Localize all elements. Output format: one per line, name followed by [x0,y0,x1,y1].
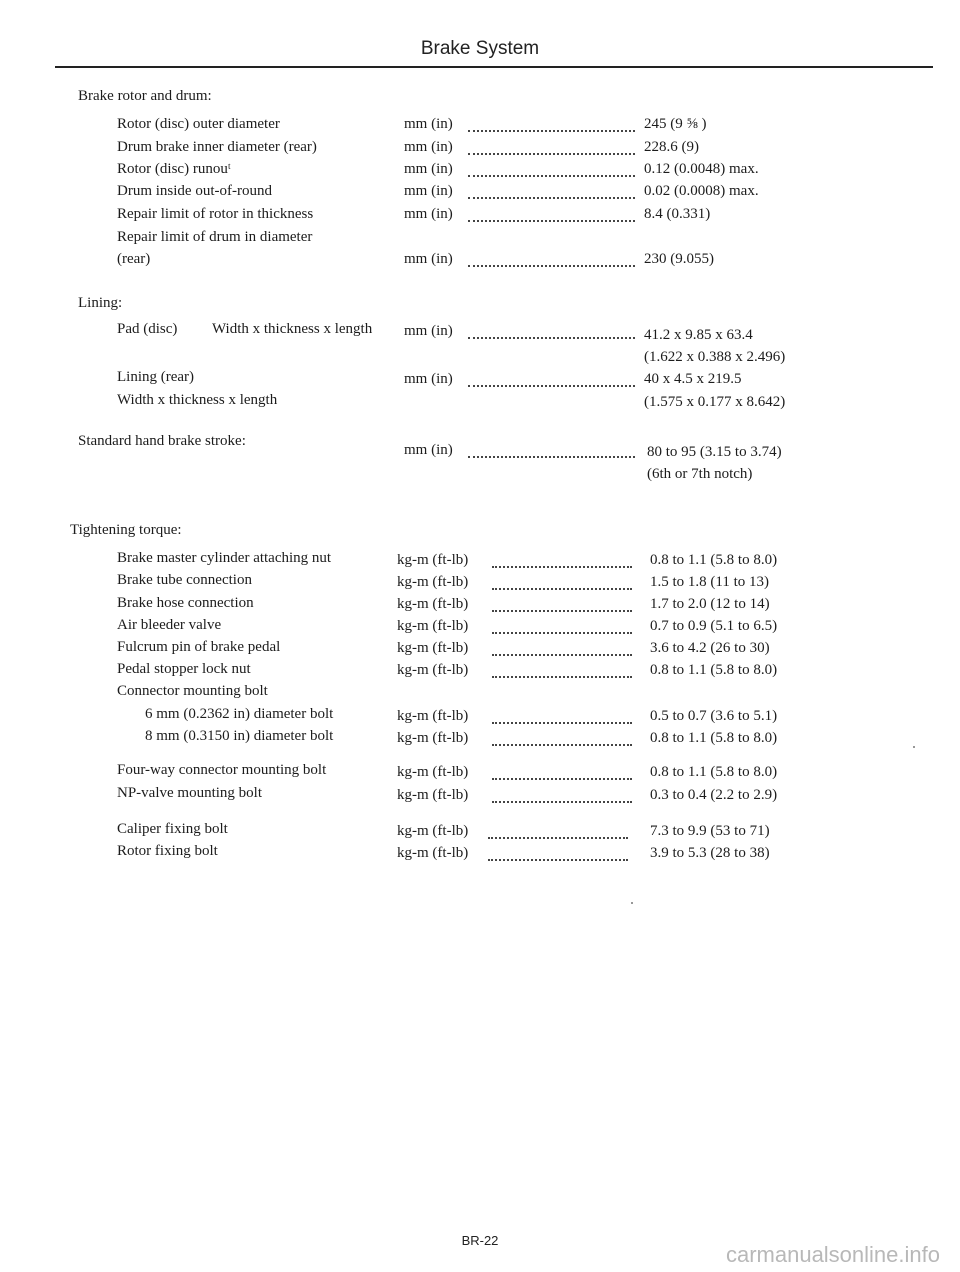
scan-speck [913,746,915,748]
spec-value: 3.6 to 4.2 (26 to 30) [650,640,770,656]
spec-label: Pedal stopper lock nut [117,661,251,677]
spec-value: 0.8 to 1.1 (5.8 to 8.0) [650,730,778,746]
dot-leader [492,632,632,634]
spec-label: Drum inside out-of-round [117,183,272,199]
spec-unit: kg-m (ft-lb) [397,662,469,678]
dot-leader [488,837,628,839]
spec-label: 8 mm (0.3150 in) diameter bolt [145,728,334,744]
dot-leader [468,265,635,267]
spec-label: Width x thickness x length [117,392,278,408]
spec-subheading: Connector mounting bolt [117,683,268,699]
spec-value: 1.5 to 1.8 (11 to 13) [650,574,770,590]
spec-value: 40 x 4.5 x 219.5 [644,371,742,387]
spec-unit: mm (in) [404,183,453,199]
page-number: BR-22 [461,1233,499,1248]
page-title: Brake System [420,38,540,59]
spec-unit: mm (in) [404,161,453,177]
spec-label: (rear) [117,251,151,267]
dot-leader [492,778,632,780]
spec-label: Air bleeder valve [117,617,222,633]
spec-value: 228.6 (9) [644,139,699,155]
spec-label: Brake master cylinder attaching nut [117,550,332,566]
spec-unit: kg-m (ft-lb) [397,574,469,590]
spec-unit: kg-m (ft-lb) [397,640,469,656]
spec-label: 6 mm (0.2362 in) diameter bolt [145,706,334,722]
dot-leader [492,676,632,678]
spec-unit: kg-m (ft-lb) [397,552,469,568]
dot-leader [468,385,635,387]
spec-label: Four-way connector mounting bolt [117,762,327,778]
section-heading-torque: Tightening torque: [70,522,182,538]
spec-value: 230 (9.055) [644,251,714,267]
spec-unit: mm (in) [404,139,453,155]
spec-label: Rotor fixing bolt [117,843,218,859]
dot-leader [488,859,628,861]
spec-value: 80 to 95 (3.15 to 3.74) [647,444,782,460]
spec-value: 1.7 to 2.0 (12 to 14) [650,596,770,612]
spec-value: 0.5 to 0.7 (3.6 to 5.1) [650,708,778,724]
dot-leader [468,197,635,199]
spec-unit: mm (in) [404,251,453,267]
spec-dimensions: Width x thickness x length [212,321,373,337]
spec-unit: kg-m (ft-lb) [397,618,469,634]
spec-value: (1.575 x 0.177 x 8.642) [644,394,786,410]
spec-unit: kg-m (ft-lb) [397,764,469,780]
dot-leader [468,337,635,339]
spec-unit: mm (in) [404,116,453,132]
spec-value: 0.8 to 1.1 (5.8 to 8.0) [650,552,778,568]
dot-leader [468,456,635,458]
spec-value: 0.7 to 0.9 (5.1 to 6.5) [650,618,778,634]
dot-leader [492,801,632,803]
spec-unit: mm (in) [404,206,453,222]
spec-value: 0.8 to 1.1 (5.8 to 8.0) [650,662,778,678]
scan-speck [631,902,633,904]
spec-value: 245 (9 ⅝ ) [644,116,707,132]
spec-value: 8.4 (0.331) [644,206,711,222]
spec-unit: mm (in) [404,442,453,458]
spec-value: 0.3 to 0.4 (2.2 to 2.9) [650,787,778,803]
dot-leader [492,744,632,746]
spec-label: Repair limit of rotor in thickness [117,206,314,222]
dot-leader [468,130,635,132]
dot-leader [492,588,632,590]
header-rule [55,66,933,68]
spec-label: Fulcrum pin of brake pedal [117,639,281,655]
spec-unit: kg-m (ft-lb) [397,730,469,746]
section-heading-rotor-drum: Brake rotor and drum: [78,88,212,104]
watermark: carmanualsonline.info [725,1242,940,1267]
dot-leader [492,566,632,568]
spec-value: 0.8 to 1.1 (5.8 to 8.0) [650,764,778,780]
spec-label: Repair limit of drum in diameter [117,229,313,245]
spec-unit: kg-m (ft-lb) [397,596,469,612]
spec-value: 7.3 to 9.9 (53 to 71) [650,823,770,839]
spec-unit: mm (in) [404,371,453,387]
dot-leader [468,153,635,155]
spec-value: 41.2 x 9.85 x 63.4 [644,327,753,343]
spec-label: Rotor (disc) runouᵗ [117,161,231,177]
spec-label: Drum brake inner diameter (rear) [117,139,317,155]
spec-value: (1.622 x 0.388 x 2.496) [644,349,786,365]
spec-label: Brake hose connection [117,595,254,611]
dot-leader [492,654,632,656]
spec-value: (6th or 7th notch) [647,466,753,482]
spec-label: Lining (rear) [117,369,195,385]
dot-leader [492,722,632,724]
dot-leader [468,175,635,177]
spec-label: Pad (disc) [117,321,178,337]
spec-value: 0.12 (0.0048) max. [644,161,759,177]
dot-leader [492,610,632,612]
spec-value: 0.02 (0.0008) max. [644,183,759,199]
spec-unit: kg-m (ft-lb) [397,708,469,724]
spec-label: Brake tube connection [117,572,252,588]
spec-value: 3.9 to 5.3 (28 to 38) [650,845,770,861]
section-heading-hand-brake: Standard hand brake stroke: [78,433,246,449]
spec-unit: kg-m (ft-lb) [397,823,469,839]
spec-label: NP-valve mounting bolt [117,785,262,801]
section-heading-lining: Lining: [78,295,123,311]
spec-unit: kg-m (ft-lb) [397,787,469,803]
spec-unit: mm (in) [404,323,453,339]
dot-leader [468,220,635,222]
spec-unit: kg-m (ft-lb) [397,845,469,861]
spec-label: Caliper fixing bolt [117,821,228,837]
spec-label: Rotor (disc) outer diameter [117,116,280,132]
